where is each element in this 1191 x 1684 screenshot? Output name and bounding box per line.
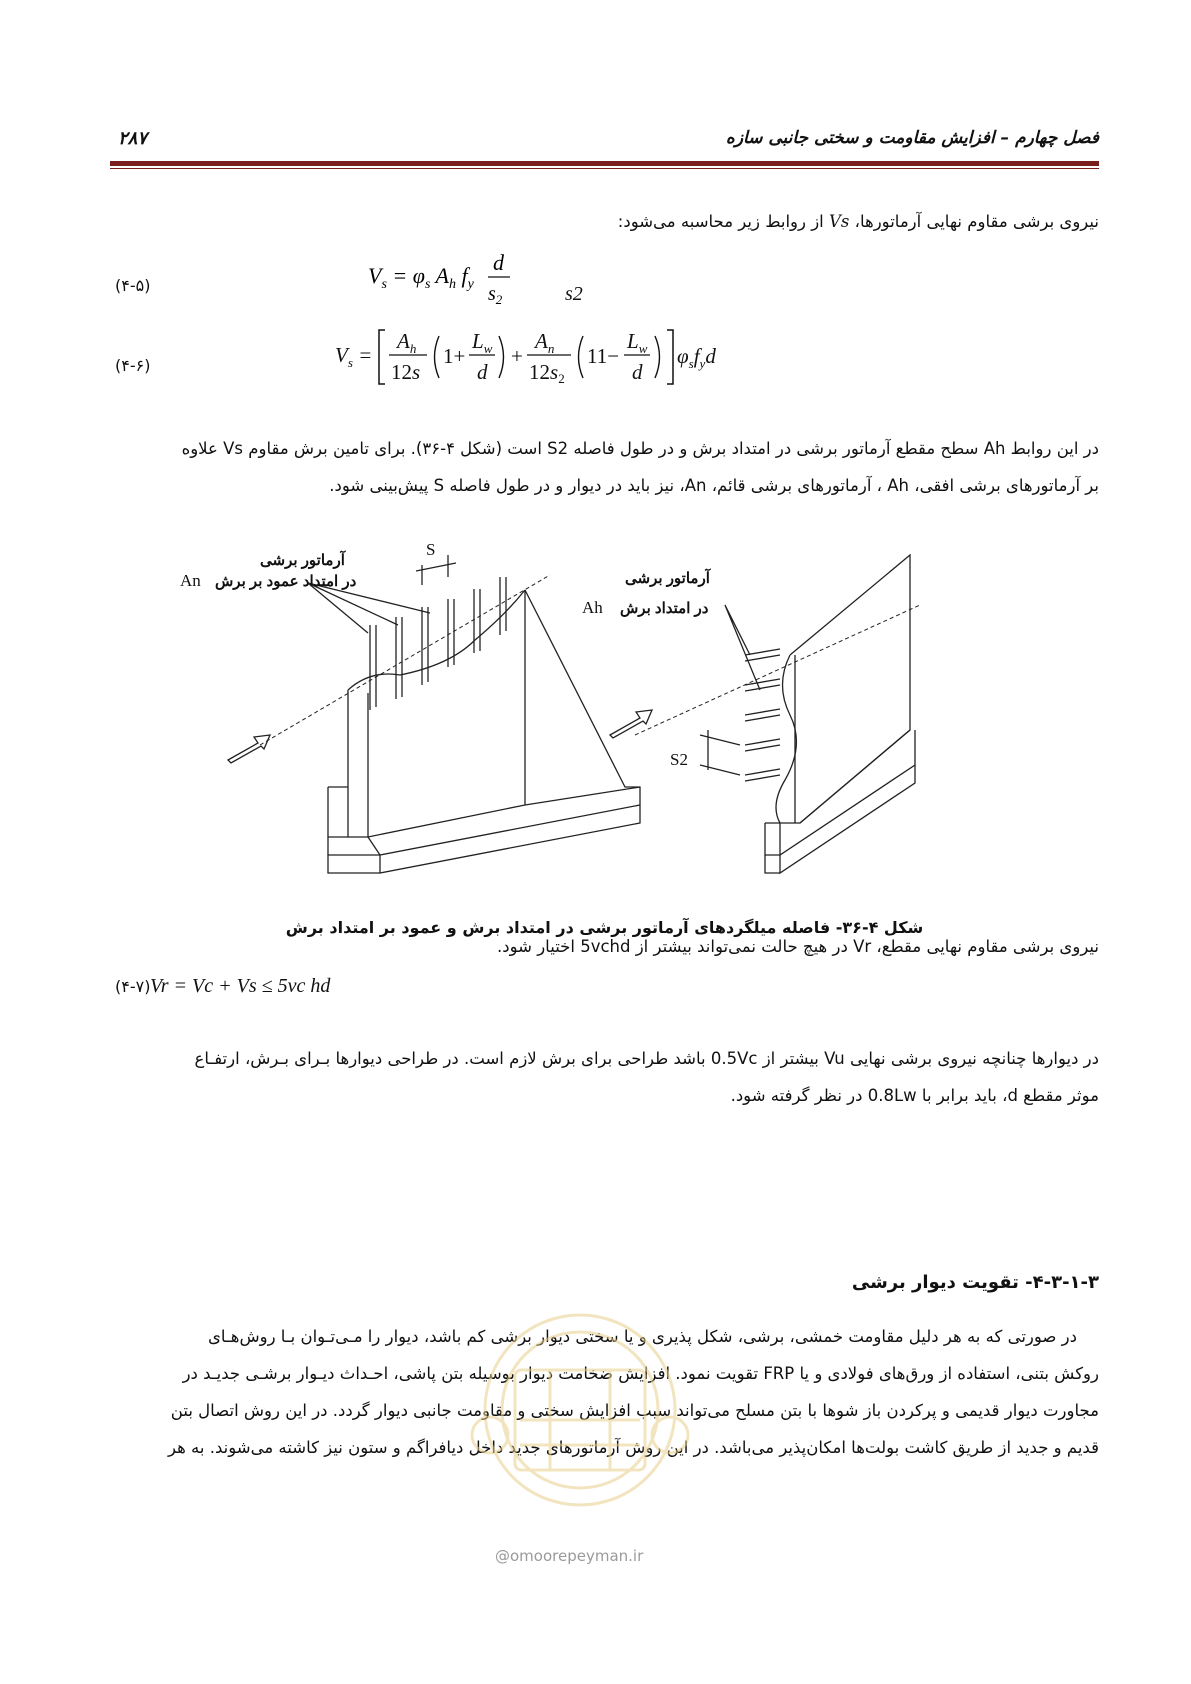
- svg-text:+: +: [511, 344, 523, 368]
- strengthening-line-3: مجاورت دیوار قدیمی و پرکردن باز شوها با بتن مسلح می‌تواند سبب افزایش سختی و مقاومت جانبی دیوار گردد. در این روش اتصال بتن: [170, 1401, 1099, 1420]
- definition-line-2: بر آرماتورهای برشی افقی، Ah ، آرماتورهای برشی قائم، An، نیز باید در دیوار و در طول فاصله S پیش‌بینی شود.: [329, 476, 1099, 495]
- svg-text:Lw: $L_w$: [472, 329, 493, 356]
- page-number: ۲۸۷: [118, 128, 148, 149]
- definition-paragraph: [110, 430, 1099, 504]
- left-label-line1: آرماتور برشی: [260, 552, 345, 569]
- svg-text:d: d: [477, 360, 488, 384]
- intro-var: Vs: [829, 212, 850, 231]
- left-symbol: An: [180, 571, 201, 590]
- strengthening-line-1: در صورتی که به هر دلیل مقاومت خمشی، برشی، شکل پذیری و یا سختی دیوار برشی کم باشد، دیوار را مـی‌تـوان بـا روش‌هـای: [207, 1327, 1077, 1346]
- capacity-line: نیروی برشی مقاوم نهایی مقطع، Vr در هیچ حالت نمی‌تواند بیشتر از 5vchd اختیار شود.: [497, 937, 1099, 956]
- svg-text:s2: $s_2$: [488, 283, 503, 307]
- right-label-line1: آرماتور برشی: [625, 570, 710, 587]
- svg-text:Vs =: $V_s$ =: [335, 343, 373, 370]
- page-header: [110, 128, 1099, 154]
- watermark-seal: [420, 1300, 740, 1520]
- equation-number-4-5: (۴-۵): [115, 276, 151, 295]
- shear-reinforcement-figure: [180, 540, 1010, 900]
- capacity-paragraph: [110, 928, 1099, 965]
- design-paragraph: [110, 1040, 1099, 1114]
- svg-text:Ah: $A_h$: [397, 329, 417, 356]
- intro-paragraph: [110, 203, 1099, 240]
- equation-4-7: Vr = Vc + Vs ≤ 5vc hd: [150, 975, 331, 997]
- equation-number-4-7: (۴-۷): [115, 977, 151, 996]
- right-spacing: S2: [670, 750, 688, 769]
- svg-text:1+: 1+: [443, 344, 466, 368]
- chapter-title: فصل چهارم – افزایش مقاومت و سختی جانبی سازه: [725, 128, 1099, 148]
- svg-text:12s: 12s: [391, 360, 421, 384]
- design-line-1: در دیوارها چنانچه نیروی برشی نهایی Vu بیشتر از 0.5Vc باشد طراحی برای برش لازم است. در طراحی دیوارها بـرای بـرش، ارتفـاع: [194, 1049, 1099, 1068]
- left-spacing: S: [426, 540, 436, 559]
- header-rule: [110, 161, 1099, 166]
- equation-4-6-graphic: [335, 322, 755, 392]
- svg-text:An: $A_n$: [535, 329, 555, 356]
- svg-text:Vs = φs Ah fy: $V_s = \varphi_s$ $A_h$ $f_y$: [368, 263, 474, 292]
- equation-4-5-extra: s2: [565, 283, 583, 305]
- watermark-seal-graphic: [420, 1300, 740, 1520]
- design-line-2: موثر مقطع d، باید برابر با 0.8Lw در نظر گرفته شود.: [730, 1086, 1099, 1105]
- figure-caption: شکل ۴-۳۶- فاصله میلگردهای آرماتور برشی در امتداد برش و عمود بر امتداد برش: [285, 918, 924, 937]
- svg-text:11−: 11−: [587, 344, 620, 368]
- section-title: ۴-۳-۱-۳- تقویت دیوار برشی: [851, 1272, 1099, 1293]
- equation-number-4-6: (۴-۶): [115, 356, 151, 375]
- svg-text:φsfyd: $\varphi_sf_yd$: [677, 344, 716, 371]
- left-label-line2: در امتداد عمود بر برش: [215, 573, 357, 590]
- intro-text-1: نیروی برشی مقاوم نهایی آرماتورها،: [849, 212, 1099, 231]
- intro-text-2: از روابط زیر محاسبه می‌شود:: [617, 212, 830, 231]
- figure-drawing: [180, 540, 1010, 900]
- svg-text:d: d: [493, 250, 504, 275]
- definition-line-1: در این روابط Ah سطح مقطع آرماتور برشی در امتداد برش و در طول فاصله S2 است (شکل ۴-۳۶). برای تامین برش مقاوم Vs علاوه: [181, 439, 1099, 458]
- equation-4-5-graphic: [368, 250, 668, 310]
- strengthening-line-4: قدیم و جدید از طریق کاشت بولت‌ها امکان‌پذیر می‌باشد. در این روش آرماتورهای جدید داخل دیافراگم و ستون نیز کاشته می‌شوند. به هر: [168, 1438, 1099, 1457]
- svg-text:d: d: [632, 360, 643, 384]
- svg-text:Lw: $L_w$: [627, 329, 648, 356]
- strengthening-line-2: روکش بتنی، استفاده از ورق‌های فولادی و یا FRP تقویت نمود. افزایش ضخامت دیوار بوسیله بتن پاشی، احـداث دیـوار برشـی جدیـد در: [182, 1364, 1099, 1383]
- right-symbol: Ah: [582, 598, 603, 617]
- right-label-line2: در امتداد برش: [620, 600, 709, 617]
- watermark-url: @omoorepeyman.ir: [495, 1547, 644, 1565]
- equation-4-5: [368, 250, 668, 316]
- header-rule-thin: [110, 168, 1099, 169]
- svg-text:12s2: 12s2: [529, 360, 565, 386]
- equation-4-6: [335, 322, 755, 398]
